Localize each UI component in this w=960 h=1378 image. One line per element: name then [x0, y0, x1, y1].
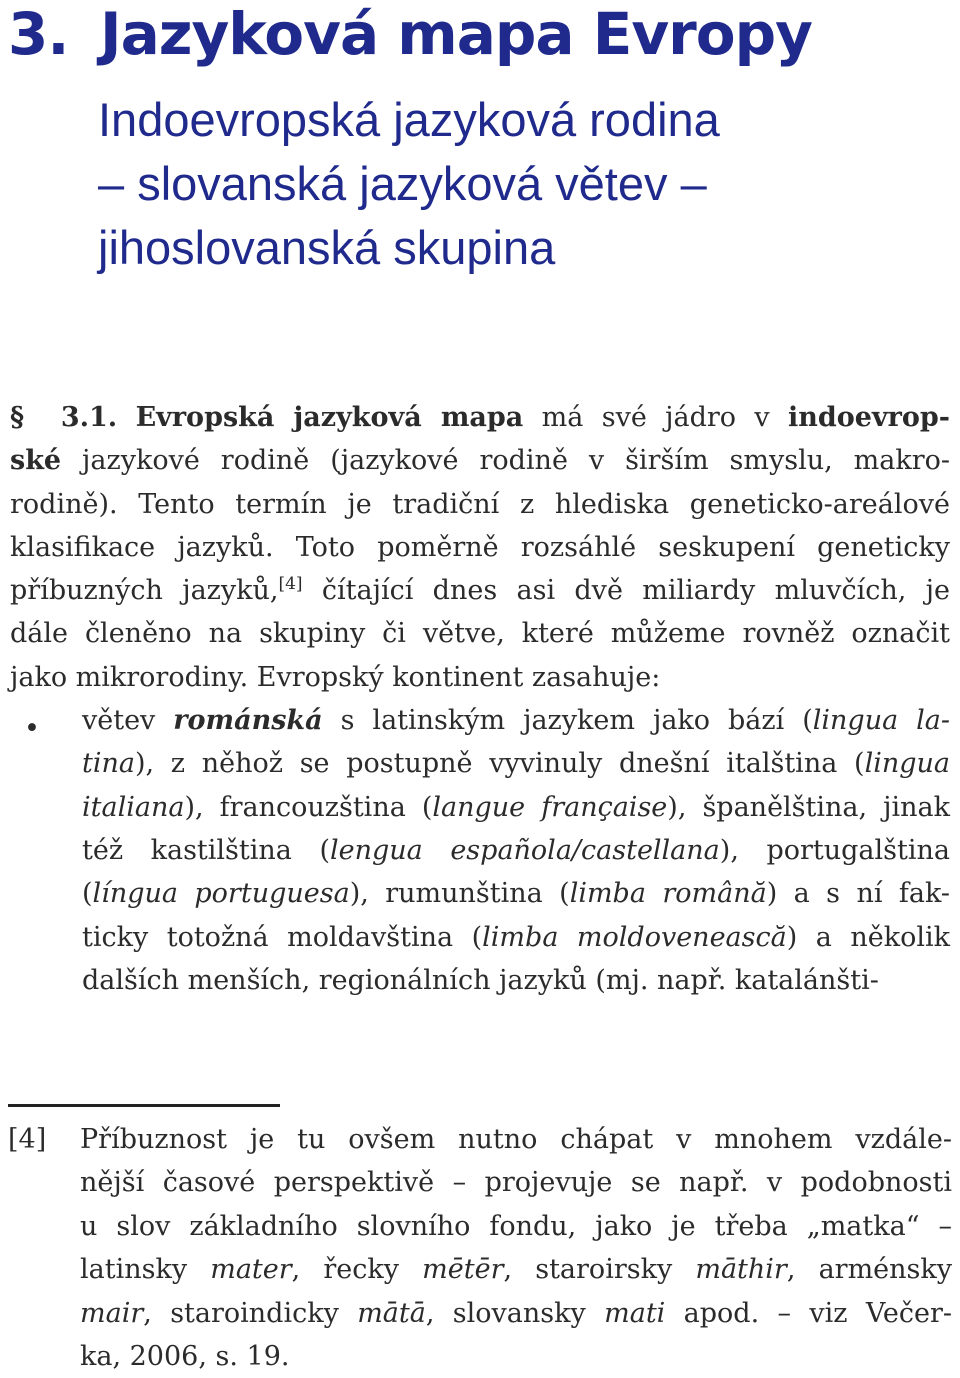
footnote-italic-term: mair — [80, 1297, 144, 1329]
list-item-line-3 — [82, 786, 950, 829]
footnote-italic-term: māthir — [695, 1254, 787, 1286]
list-item-text: s latinským jazykem jako bází ( — [322, 705, 813, 737]
list-item-italic-term: lengua española/castellana — [329, 834, 720, 866]
list-item-text: ), rumunština ( — [349, 878, 570, 910]
chapter-title: Jazyková mapa Evropy — [100, 0, 812, 68]
list-item-italic-term: lingua — [864, 748, 950, 780]
list-item-text: ), francouzština ( — [184, 791, 433, 823]
list-item-italic-term: langue française — [432, 791, 668, 823]
list-item-italic-term: limba moldovenească — [482, 921, 787, 953]
paragraph-line-2 — [10, 439, 950, 482]
list-item — [10, 699, 950, 1002]
paragraph-line-1 — [10, 396, 950, 439]
list-item-line-7 — [82, 959, 950, 1002]
list-item-text: ), portugalština — [719, 834, 950, 866]
list-item-line-2 — [82, 742, 950, 785]
list-item-bold-italic-term: románská — [173, 705, 323, 737]
footnote-text: , staroirsky — [503, 1254, 696, 1286]
footnote-text: apod. – viz Večer- — [665, 1297, 952, 1329]
section-text-1: má své jádro v — [523, 402, 789, 433]
subtitle-line-2: – slovanská jazyková větev – — [98, 157, 707, 210]
list-item-italic-term: italiana — [82, 791, 185, 823]
list-item-text — [82, 699, 950, 1002]
list-item-line-6 — [82, 916, 950, 959]
list-item-text: ), z něhož se postupně vyvinuly dnešní italština ( — [134, 748, 865, 780]
list-item-italic-term: língua portuguesa — [92, 878, 350, 910]
footnote-line-5 — [80, 1292, 952, 1335]
list-item-line-5 — [82, 872, 950, 915]
paragraph-line-5 — [10, 569, 950, 612]
subtitle-line-3: jihoslovanská skupina — [98, 221, 556, 274]
footnote-line-1 — [80, 1118, 952, 1161]
footnote-line-3 — [80, 1205, 952, 1248]
footnote-text: , staroindicky — [143, 1297, 358, 1329]
footnote-text: u slov základního slovního fondu, jako je třeba „matka“ – — [80, 1210, 952, 1242]
section-term-cont: ské — [10, 445, 62, 477]
subtitle-line-1: Indoevropská jazyková rodina — [98, 93, 720, 146]
list-item-italic-term: limba română — [569, 878, 767, 910]
section-marker: § — [10, 402, 25, 433]
chapter-number: 3. — [8, 0, 69, 68]
footnote-text: latinsky — [80, 1254, 211, 1286]
footnote-text: , řecky — [291, 1254, 423, 1286]
list-item-italic-term: lingua la- — [812, 705, 951, 737]
chapter-subtitle — [98, 88, 720, 280]
list-item-text: též kastilština ( — [82, 834, 330, 866]
list-item-text: ( — [82, 878, 93, 910]
footnote-separator — [8, 1104, 280, 1107]
list-item-italic-term: tina — [82, 748, 135, 780]
footnote-italic-term: mati — [604, 1297, 666, 1329]
list-item-line-1 — [82, 699, 950, 742]
footnote-text — [80, 1118, 952, 1378]
paragraph-line-4: klasifikace jazyků. Toto poměrně rozsáhlé seskupení geneticky — [10, 531, 950, 563]
list-item-line-4 — [82, 829, 950, 872]
list-item-text: ) a několik — [786, 921, 950, 953]
list-item-text: větev — [82, 705, 174, 737]
chapter-heading — [8, 0, 812, 68]
footnote-reference[interactable]: [4] — [278, 574, 303, 595]
footnote-text: , slovansky — [425, 1297, 605, 1329]
footnote-line-4 — [80, 1248, 952, 1291]
section-lead: Evropská jazyková mapa — [135, 402, 524, 433]
list-item-text: ticky totožná moldavština ( — [82, 921, 483, 953]
footnote-text: ka, 2006, s. 19. — [80, 1341, 290, 1373]
paragraph-line-6: dále členěno na skupiny či větve, které můžeme rovněž označit — [10, 618, 950, 650]
body-text — [10, 396, 950, 1002]
paragraph-line-3: rodině). Tento termín je tradiční z hlediska geneticko-areálové — [10, 488, 950, 520]
footnote-text: , arménsky — [786, 1254, 953, 1286]
list-item-text: ) a s ní fak- — [766, 878, 950, 910]
footnote-italic-term: mater — [210, 1254, 292, 1286]
footnote — [8, 1118, 952, 1378]
list-item-text: dalších menších, regionálních jazyků (mj. např. katalánšti- — [82, 964, 879, 996]
section-text-2: jazykové rodině (jazykové rodině v širším smyslu, makro- — [61, 445, 950, 477]
footnote-mark: [4] — [8, 1124, 47, 1155]
footnote-text: nější časové perspektivě – projevuje se např. v podobnosti — [80, 1167, 952, 1199]
footnote-italic-term: mētēr — [422, 1254, 504, 1286]
section-text-5a: příbuzných jazyků, — [10, 575, 279, 607]
bullet-icon: • — [24, 713, 40, 745]
footnote-line-6 — [80, 1335, 952, 1378]
section-text-5b: čítající dnes asi dvě miliardy mluvčích, je — [302, 575, 950, 607]
list-item-text: ), španělština, jinak — [667, 791, 950, 823]
footnote-line-2 — [80, 1161, 952, 1204]
section-number: 3.1. — [60, 402, 118, 433]
footnote-text: Příbuznost je tu ovšem nutno chápat v mnohem vzdále- — [80, 1124, 952, 1155]
section-term: indoevrop- — [788, 402, 950, 433]
paragraph-line-7: jako mikrorodiny. Evropský kontinent zasahuje: — [10, 661, 661, 693]
footnote-italic-term: mātā — [357, 1297, 426, 1329]
